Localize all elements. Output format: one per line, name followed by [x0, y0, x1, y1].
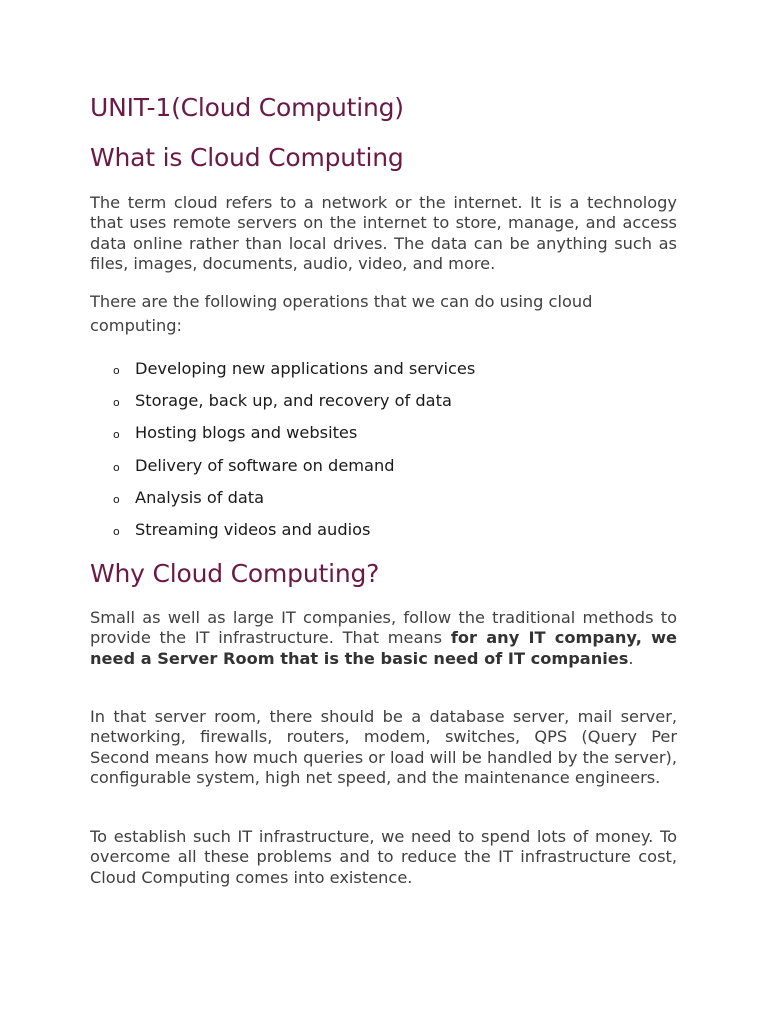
- bullet-icon: o: [113, 428, 120, 442]
- bullet-icon: o: [113, 524, 120, 538]
- server-room-paragraph: [90, 608, 677, 669]
- list-item-text: Delivery of software on demand: [135, 455, 395, 475]
- server-room-text: Small as well as large IT companies, follow the traditional methods to provide the IT infrastructure. That means: [90, 608, 677, 648]
- list-item-text: Streaming videos and audios: [135, 519, 371, 539]
- section-heading-why: Why Cloud Computing?: [90, 559, 380, 588]
- list-item: [90, 357, 677, 389]
- list-item: [90, 518, 677, 550]
- list-item-text: Storage, back up, and recovery of data: [135, 391, 452, 411]
- definition-paragraph: The term cloud refers to a network or the internet. It is a technology that uses remote servers on the internet to store, manage, and access data online rather than local drives. The data can be anything such as files, images, documents, audio, video, and more.: [90, 193, 677, 274]
- list-item-text: Analysis of data: [135, 487, 265, 507]
- section-heading-what-is: What is Cloud Computing: [90, 143, 404, 172]
- list-item: [90, 454, 677, 486]
- bullet-icon: o: [113, 396, 120, 410]
- list-item-text: Hosting blogs and websites: [135, 423, 358, 443]
- server-room-emphasis: for any IT company, we need a Server Room that is the basic need of IT companies: [90, 628, 678, 668]
- bullet-icon: o: [113, 364, 120, 377]
- bullet-icon: o: [113, 460, 120, 474]
- document-title: UNIT-1(Cloud Computing): [90, 93, 404, 122]
- bullet-icon: o: [113, 492, 120, 506]
- server-room-period: .: [628, 648, 634, 668]
- list-item: [90, 389, 677, 421]
- cost-paragraph: To establish such IT infrastructure, we need to spend lots of money. To overcome all these problems and to reduce the IT infrastructure cost, Cloud Computing comes into existence.: [90, 827, 677, 887]
- operations-intro: There are the following operations that we can do using cloud computing:: [90, 292, 593, 335]
- server-room-contents-paragraph: In that server room, there should be a database server, mail server, networking, firewalls, routers, modem, switches, QPS (Query Per Second means how much queries or load will be handled by the server), configurable system, high net speed, and the maintenance engineers.: [90, 707, 677, 788]
- operations-list: [90, 357, 677, 550]
- list-item: [90, 486, 677, 518]
- list-item-text: Developing new applications and services: [135, 359, 476, 378]
- list-item: [90, 421, 677, 453]
